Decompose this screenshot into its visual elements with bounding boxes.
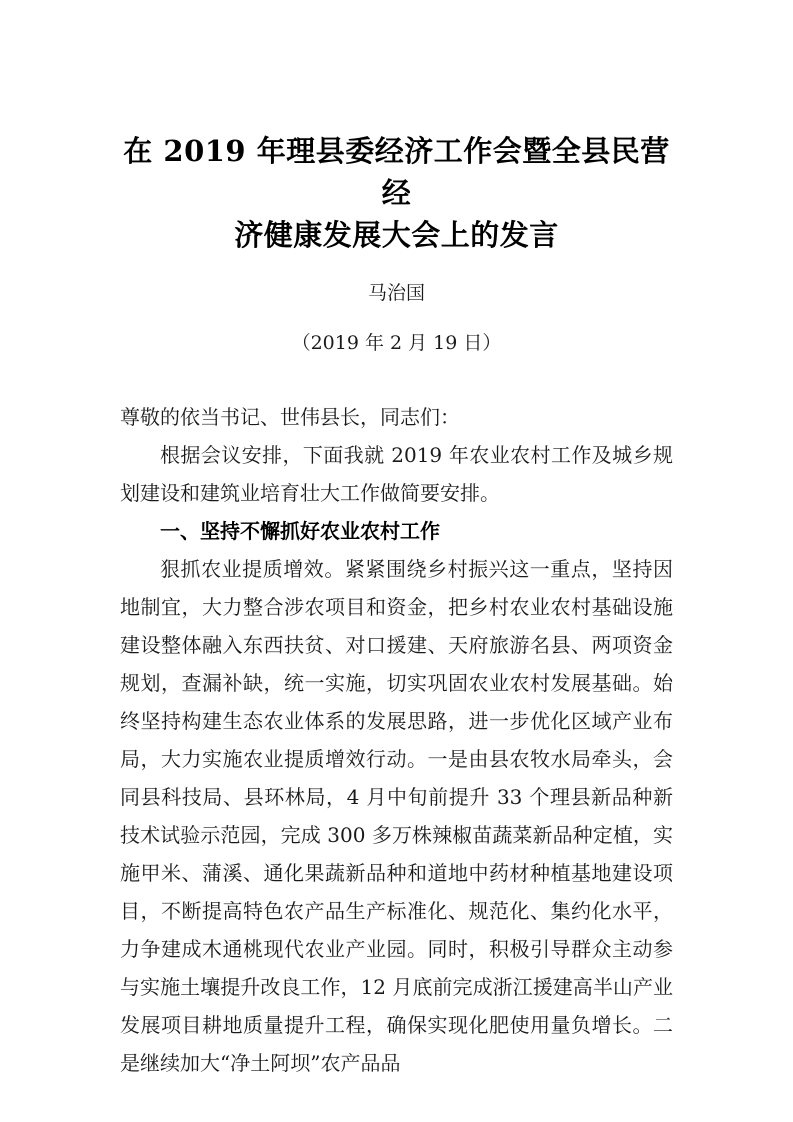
page-title-line-2: 济健康发展大会上的发言 — [234, 218, 559, 252]
section-heading-1: 一、坚持不懈抓好农业农村工作 — [160, 519, 440, 543]
document-body — [120, 358, 673, 1082]
salutation-line: 尊敬的依当书记、世伟县长，同志们： — [120, 405, 460, 429]
opening-paragraph: 根据会议安排，下面我就 2019 年农业农村工作及城乡规划建设和建筑业培育壮大工作做简要安排。 — [120, 443, 673, 505]
page-title — [120, 0, 673, 256]
section-1-paragraph: 狠抓农业提质增效。紧紧围绕乡村振兴这一重点，坚持因地制宜，大力整合涉农项目和资金，把乡村农业农村基础设施建设整体融入东西扶贫、对口援建、天府旅游名县、两项资金规划，查漏补缺，统一实施，切实巩固农业农村发展基础。始终坚持构建生态农业体系的发展思路，进一步优化区域产业布局，大力实施农业提质增效行动。一是由县农牧水局牵头，会同县科技局、县环林局，4 月中旬前提升 33 个理县新品种新技术试验示范园，完成 300 多万株辣椒苗蔬菜新品种定植，实施甲米、蒲溪、通化果蔬新品种和道地中药材种植基地建设项目，不断提高特色农产品生产标准化、规范化、集约化水平，力争建成木通桃现代农业产业园。同时，积极引导群众主动参与实施土壤提升改良工作，12 月底前完成浙江援建高半山产业发展项目耕地质量提升工程，确保实现化肥使用量负增长。二是继续加大“净土阿坝”农产品品 — [120, 557, 673, 1075]
document-date: （2019 年 2 月 19 日） — [291, 332, 502, 354]
page-title-line-1: 在 2019 年理县委经济工作会暨全县民营经 — [123, 134, 670, 210]
author-byline: 马治国 — [367, 282, 425, 304]
